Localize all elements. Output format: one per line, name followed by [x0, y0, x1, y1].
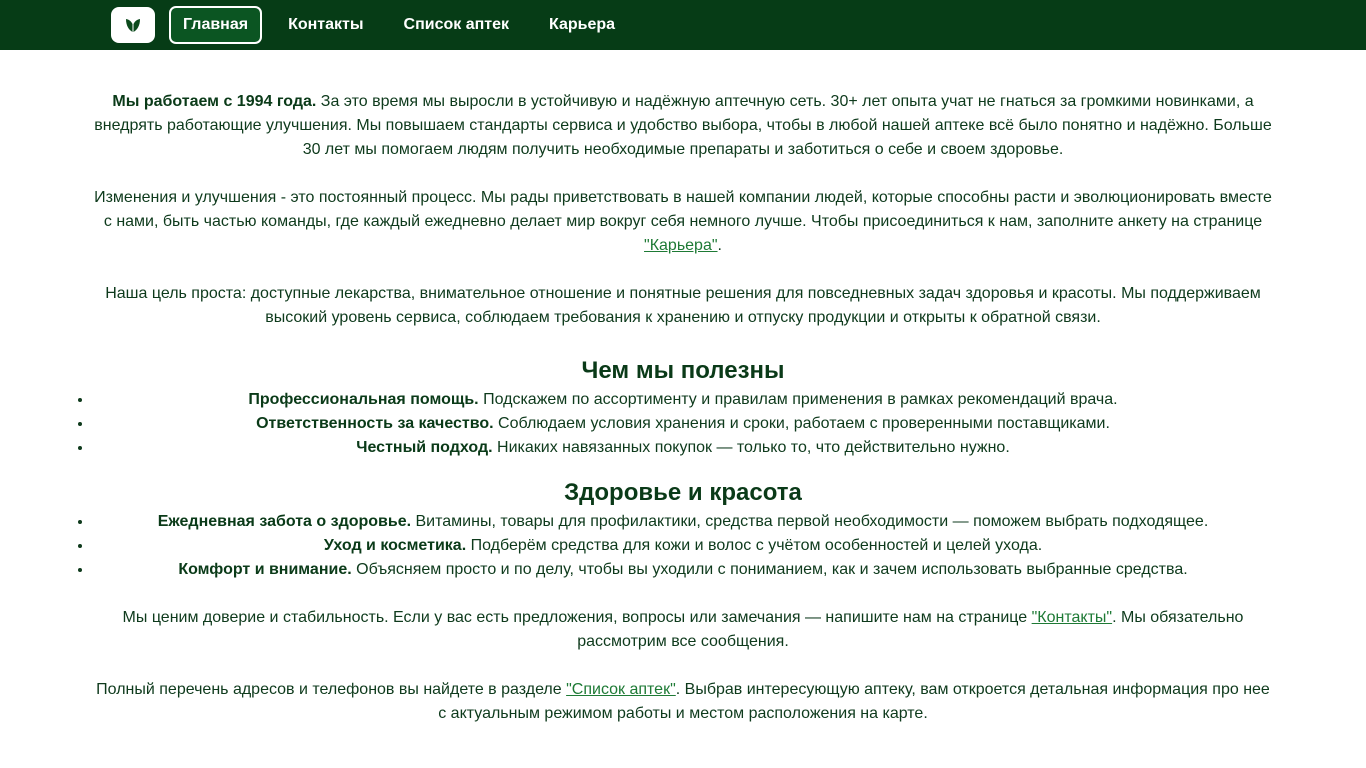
nav-item-pharmacy-list[interactable]: Список аптек: [403, 16, 510, 33]
career-paragraph: [93, 186, 1273, 258]
pharmacies-paragraph: [93, 678, 1273, 726]
pharmacies-text: Полный перечень адресов и телефонов вы найдете в разделе: [96, 681, 567, 698]
list-item-strong: Ответственность за качество.: [256, 415, 494, 432]
contacts-text-end: . Мы обязательно рассмотрим все сообщения.: [577, 609, 1244, 650]
benefits-list: [93, 388, 1273, 460]
contacts-link[interactable]: "Контакты": [1031, 609, 1113, 626]
main-content: [93, 50, 1273, 726]
list-item-strong: Уход и косметика.: [323, 537, 467, 554]
list-item: [93, 534, 1273, 558]
list-item-strong: Ежедневная забота о здоровье.: [157, 513, 412, 530]
list-item: [93, 388, 1273, 412]
nav-item-career[interactable]: Карьера: [549, 16, 616, 33]
contacts-text: Мы ценим доверие и стабильность. Если у вас есть предложения, вопросы или замечания — напишите нам на странице: [122, 609, 1032, 626]
list-item-text: Соблюдаем условия хранения и сроки, работаем с проверенными поставщиками.: [493, 415, 1110, 432]
intro-strong: Мы работаем с 1994 года.: [112, 93, 317, 110]
health-list: [93, 510, 1273, 582]
intro-text: За это время мы выросли в устойчивую и надёжную аптечную сеть. 30+ лет опыта учат не гнаться за громкими новинками, а внедрять работающие улучшения. Мы повышаем стандарты сервиса и удобство выбора, чтобы в любой нашей аптеке всё было понятно и надёжно. Больше 30 лет мы помогаем людям получить необходимые препараты и заботиться о себе и своем здоровье.: [94, 93, 1272, 158]
top-navigation: [0, 0, 1366, 50]
goal-paragraph: Наша цель проста: доступные лекарства, внимательное отношение и понятные решения для повседневных задач здоровья и красоты. Мы поддерживаем высокий уровень сервиса, соблюдаем требования к хранению и отпуску продукции и открыты к обратной связи.: [105, 285, 1261, 326]
list-item-text: Витамины, товары для профилактики, средства первой необходимости — поможем выбрать подходящее.: [411, 513, 1209, 530]
leaf-icon: [123, 15, 143, 35]
list-item-text: Подскажем по ассортименту и правилам применения в рамках рекомендаций врача.: [478, 391, 1118, 408]
benefits-heading: Чем мы полезны: [581, 357, 785, 384]
contacts-paragraph: [93, 606, 1273, 654]
list-item: [93, 436, 1273, 460]
pharmacy-list-link[interactable]: "Список аптек": [566, 681, 676, 698]
pharmacies-text-end: . Выбрав интересующую аптеку, вам откроется детальная информация про нее с актуальным режимом работы и местом расположения на карте.: [438, 681, 1270, 722]
list-item: [93, 558, 1273, 582]
health-heading: Здоровье и красота: [564, 479, 802, 506]
list-item-strong: Комфорт и внимание.: [178, 561, 352, 578]
nav-item-home[interactable]: Главная: [169, 6, 262, 44]
career-text-end: .: [717, 237, 722, 254]
list-item: [93, 510, 1273, 534]
list-item-strong: Честный подход.: [356, 439, 493, 456]
career-link[interactable]: "Карьера": [644, 237, 718, 254]
list-item-text: Подберём средства для кожи и волос с учётом особенностей и целей ухода.: [466, 537, 1043, 554]
list-item-strong: Профессиональная помощь.: [248, 391, 479, 408]
nav-item-contacts[interactable]: Контакты: [288, 16, 364, 33]
list-item-text: Объясняем просто и по делу, чтобы вы уходили с пониманием, как и зачем использовать выбранные средства.: [351, 561, 1188, 578]
career-text: Изменения и улучшения - это постоянный процесс. Мы рады приветствовать в нашей компании людей, которые способны расти и эволюционировать вместе с нами, быть частью команды, где каждый ежедневно делает мир вокруг себя немного лучше. Чтобы присоединиться к нам, заполните анкету на странице: [94, 189, 1272, 230]
logo-button[interactable]: [111, 7, 155, 43]
intro-paragraph: [93, 90, 1273, 162]
list-item-text: Никаких навязанных покупок — только то, что действительно нужно.: [492, 439, 1010, 456]
list-item: [93, 412, 1273, 436]
